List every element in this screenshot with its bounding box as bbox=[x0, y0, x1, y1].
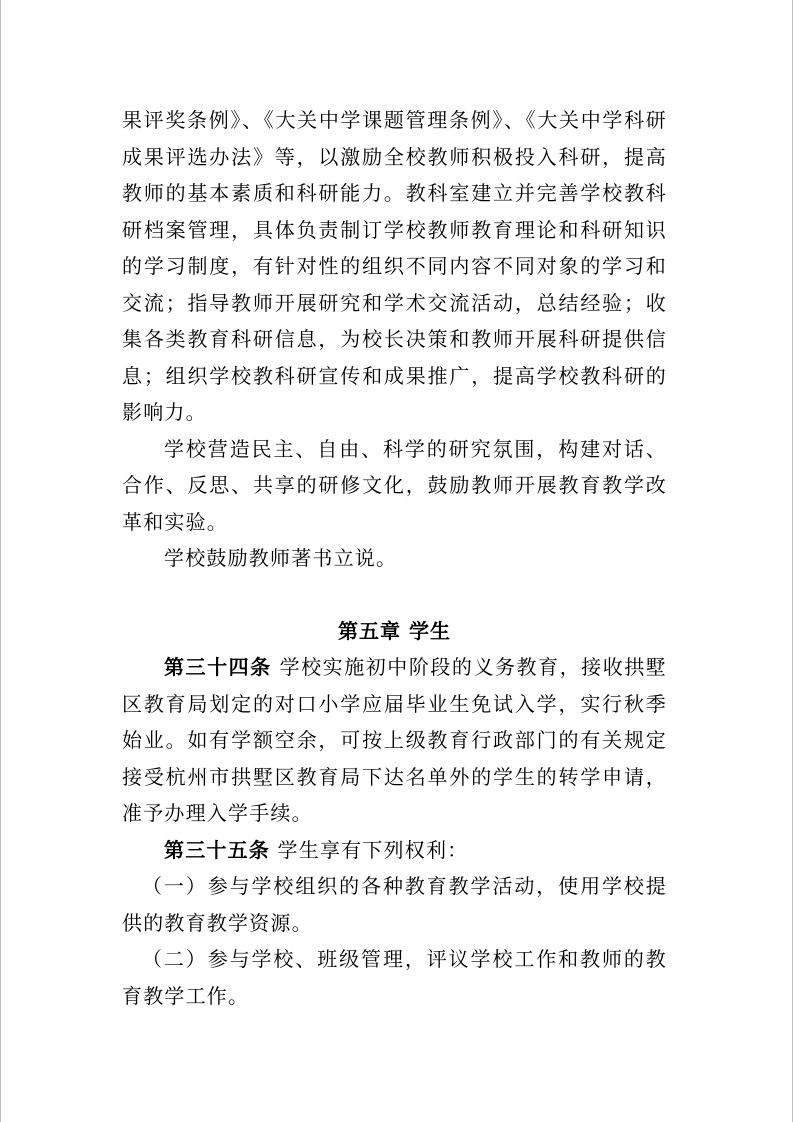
right-item-1: （一）参与学校组织的各种教育教学活动，使用学校提供的教育教学资源。 bbox=[122, 874, 667, 935]
article-35-text: 学生享有下列权利： bbox=[270, 837, 469, 862]
page-border-left bbox=[0, 0, 1, 1122]
paragraph-research-atmosphere: 学校营造民主、自由、科学的研究氛围，构建对话、合作、反思、共享的研修文化，鼓励教师开展教育教学改革和实验。 bbox=[122, 436, 667, 534]
paragraph-encourage-writing: 学校鼓励教师著书立说。 bbox=[164, 546, 398, 570]
document-body bbox=[122, 102, 667, 1014]
article-35-label: 第三十五条 bbox=[164, 837, 270, 862]
article-34-text: 学校实施初中阶段的义务教育，接收拱墅区教育局划定的对口小学应届毕业生免试入学，实行秋季始业。如有学额空余，可按上级教育行政部门的有关规定接受杭州市拱墅区教育局下达名单外的学生的转学申请，准予办理入学手续。 bbox=[122, 655, 667, 825]
article-34 bbox=[122, 649, 667, 832]
paragraph-research-system: 果评奖条例》、《大关中学课题管理条例》、《大关中学科研成果评选办法》等，以激励全校教师积极投入科研，提高教师的基本素质和科研能力。教科室建立并完善学校教科研档案管理，具体负责制订学校教师教育理论和科研知识的学习制度，有针对性的组织不同内容不同对象的学习和交流；指导教师开展研究和学术交流活动，总结经验；收集各类教育科研信息，为校长决策和教师开展科研提供信息；组织学校教科研宣传和成果推广，提高学校教科研的影响力。 bbox=[122, 108, 667, 424]
article-35 bbox=[122, 832, 667, 869]
chapter-title: 第五章 学生 bbox=[338, 618, 451, 643]
right-item-2: （二）参与学校、班级管理，评议学校工作和教师的教育教学工作。 bbox=[122, 947, 667, 1008]
article-34-label: 第三十四条 bbox=[164, 655, 272, 679]
